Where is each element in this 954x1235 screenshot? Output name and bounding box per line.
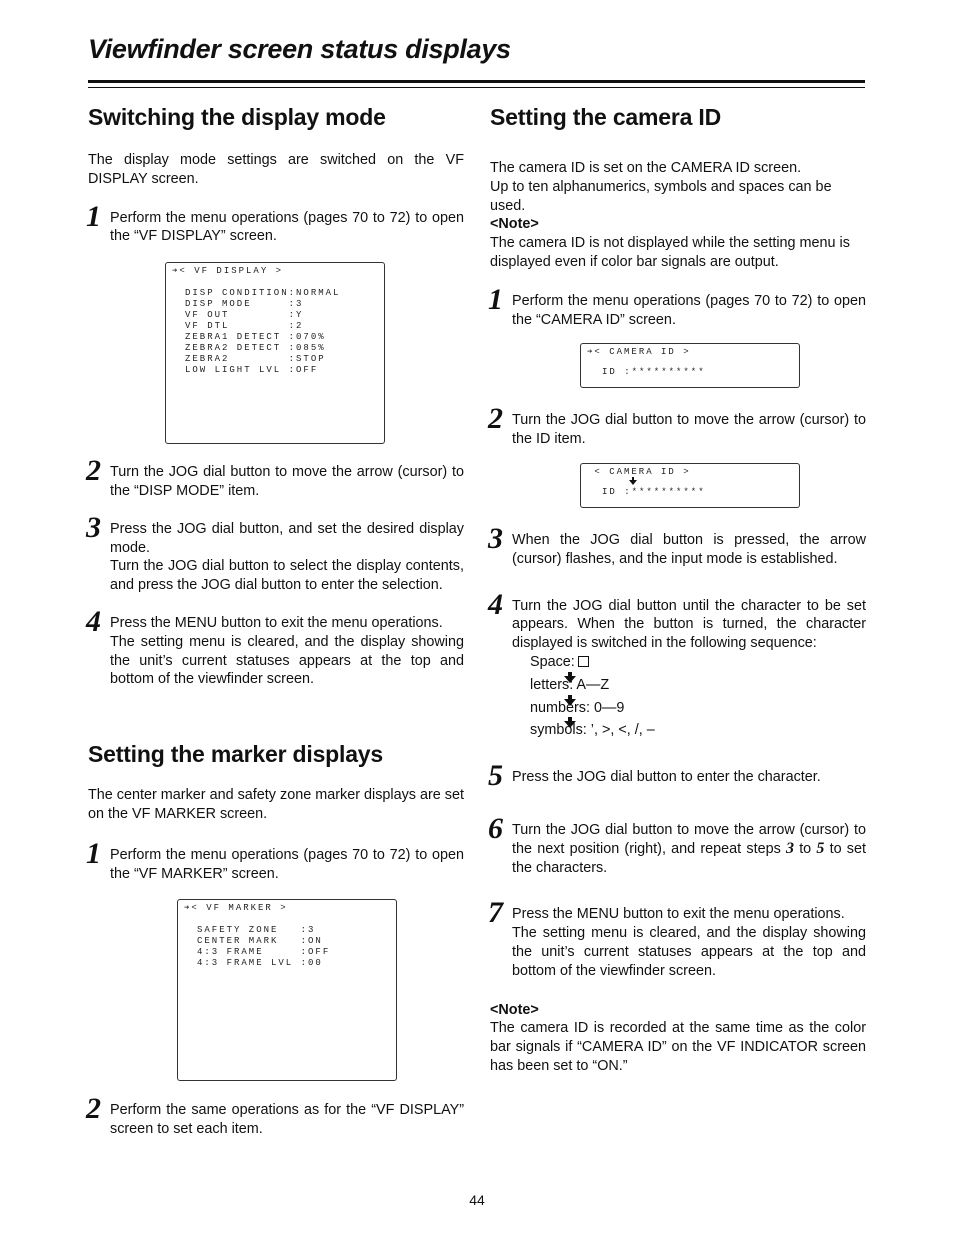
page-number: 44 <box>469 1192 485 1208</box>
right-column <box>490 104 866 1076</box>
note-label: <Note> <box>490 216 539 233</box>
marker-step-1 <box>86 836 464 884</box>
step-text-continued: The setting menu is cleared, and the display showing the unit’s current statuses appears at the top and bottom of the viewfinder screen. <box>512 925 866 979</box>
step-text: Perform the menu operations (pages 70 to 72) to open the “CAMERA ID” screen. <box>512 292 866 328</box>
camera-id-screen-2 <box>580 463 800 508</box>
step-number: 3 <box>488 521 503 555</box>
step-number: 7 <box>488 896 503 930</box>
vf-display-screen <box>165 262 385 444</box>
step-number: 6 <box>488 811 503 845</box>
step-number: 5 <box>488 759 503 793</box>
screen-row: SAFETY ZONE :3 <box>197 925 316 936</box>
camera-step-7 <box>488 896 866 980</box>
display-step-1 <box>86 199 464 247</box>
note-label: <Note> <box>490 1001 539 1018</box>
screen-row: ID :********** <box>602 367 706 378</box>
page-title: Viewfinder screen status displays <box>88 34 511 64</box>
screen-title: < CAMERA ID > <box>587 466 691 477</box>
step-text: Press the MENU button to exit the menu operations. <box>512 906 845 923</box>
screen-title: ➔< VF DISPLAY > <box>172 266 284 277</box>
step-text: Turn the JOG dial button to move the arrow (cursor) to the “DISP MODE” item. <box>110 464 464 499</box>
step-text: Turn the JOG dial button to move the arrow (cursor) to the ID item. <box>512 412 866 448</box>
screen-title: ➔< CAMERA ID > <box>587 347 691 358</box>
display-mode-intro: The display mode settings are switched on the VF DISPLAY screen. <box>88 152 464 187</box>
note-text: The camera ID is recorded at the same time as the color bar signals if “CAMERA ID” on the VF INDICATOR screen has been set to “ON.” <box>490 1020 866 1074</box>
screen-row: DISP MODE :3 <box>185 299 304 310</box>
screen-row: DISP CONDITION:NORMAL <box>185 288 341 299</box>
step-text: Perform the same operations as for the “VF DISPLAY” screen to set each item. <box>110 1102 464 1138</box>
step-number: 4 <box>86 604 101 638</box>
camera-step-2 <box>488 402 866 449</box>
screen-row: ID :********** <box>602 486 706 497</box>
marker-step-2 <box>86 1092 464 1139</box>
sequence-item: symbols: ’, >, <, /, – <box>530 722 655 739</box>
screen-row: 4:3 FRAME :OFF <box>197 947 331 958</box>
title-rule-thin <box>88 87 865 88</box>
step-number: 3 <box>86 510 101 544</box>
step-text-continued: The setting menu is cleared, and the display showing the unit’s current statuses appears at the top and bottom of the viewfinder screen. <box>110 633 464 688</box>
marker-intro: The center marker and safety zone marker displays are set on the VF MARKER screen. <box>88 787 464 822</box>
step-text: Press the MENU button to exit the menu operations. <box>110 614 443 631</box>
screen-row: ZEBRA2 DETECT :085% <box>185 343 326 354</box>
screen-row: 4:3 FRAME LVL :00 <box>197 958 323 969</box>
screen-row: VF DTL :2 <box>185 321 304 332</box>
step-text: Perform the menu operations (pages 70 to 72) to open the “VF MARKER” screen. <box>110 846 464 882</box>
step-reference: 3 <box>785 839 794 857</box>
note-text: The camera ID is not displayed while the setting menu is displayed even if color bar signals are output. <box>490 235 850 270</box>
screen-row: VF OUT :Y <box>185 310 304 321</box>
step-text: Press the JOG dial button to enter the character. <box>512 769 821 786</box>
camera-step-6 <box>488 811 867 877</box>
step-text: When the JOG dial button is pressed, the arrow (cursor) flashes, and the input mode is established. <box>512 531 866 567</box>
vf-marker-screen <box>177 899 397 1081</box>
step-number: 2 <box>86 1092 101 1126</box>
step-text-continued: Turn the JOG dial button to select the display contents, and press the JOG dial button to enter the selection. <box>110 558 464 594</box>
screen-row: ZEBRA2 :STOP <box>185 354 326 365</box>
step-number: 2 <box>86 454 101 488</box>
display-step-3 <box>86 510 464 595</box>
camera-id-screen-1 <box>580 343 800 388</box>
step-number: 1 <box>488 282 503 316</box>
step-number: 1 <box>86 836 101 870</box>
character-sequence <box>530 653 866 740</box>
display-step-4 <box>86 604 464 689</box>
screen-row: ZEBRA1 DETECT :070% <box>185 332 326 343</box>
camera-step-3 <box>488 521 866 569</box>
step-text: to <box>799 840 812 857</box>
screen-title: ➔< VF MARKER > <box>184 903 288 914</box>
space-symbol-icon <box>578 656 589 667</box>
cursor-arrow-icon <box>629 480 637 485</box>
sequence-item: numbers: 0—9 <box>530 699 625 716</box>
section-heading-marker: Setting the marker displays <box>88 741 383 768</box>
sequence-item: Space: <box>530 653 575 670</box>
screen-row: CENTER MARK :ON <box>197 936 323 947</box>
display-step-2 <box>86 454 464 501</box>
step-number: 1 <box>86 199 101 233</box>
step-text: Press the JOG dial button, and set the desired display mode. <box>110 520 464 556</box>
screen-row: LOW LIGHT LVL :OFF <box>185 365 319 376</box>
step-reference: 5 <box>816 839 825 857</box>
step-text: Turn the JOG dial button until the character to be set appears. When the button is turned, the character displayed is switched in the following sequence: <box>512 597 866 652</box>
section-heading-display-mode: Switching the display mode <box>88 104 386 130</box>
step-number: 4 <box>488 587 503 621</box>
section-heading-camera-id: Setting the camera ID <box>490 104 721 130</box>
step-text: Turn the JOG dial button to move the arrow (cursor) to the next position (right), and repeat steps <box>512 821 866 857</box>
step-text: to set the characters. <box>512 840 867 876</box>
sequence-item: letters: A—Z <box>530 676 610 693</box>
step-text: Perform the menu operations (pages 70 to 72) to open the “VF DISPLAY” screen. <box>110 209 464 245</box>
camera-step-5 <box>488 759 866 793</box>
camera-intro-1: The camera ID is set on the CAMERA ID screen. <box>490 160 802 176</box>
title-rule <box>88 80 865 83</box>
camera-step-4 <box>488 587 866 741</box>
left-column <box>88 104 464 1139</box>
camera-intro-2: Up to ten alphanumerics, symbols and spaces can be used. <box>490 178 832 214</box>
camera-step-1 <box>488 282 866 330</box>
step-number: 2 <box>488 402 503 436</box>
